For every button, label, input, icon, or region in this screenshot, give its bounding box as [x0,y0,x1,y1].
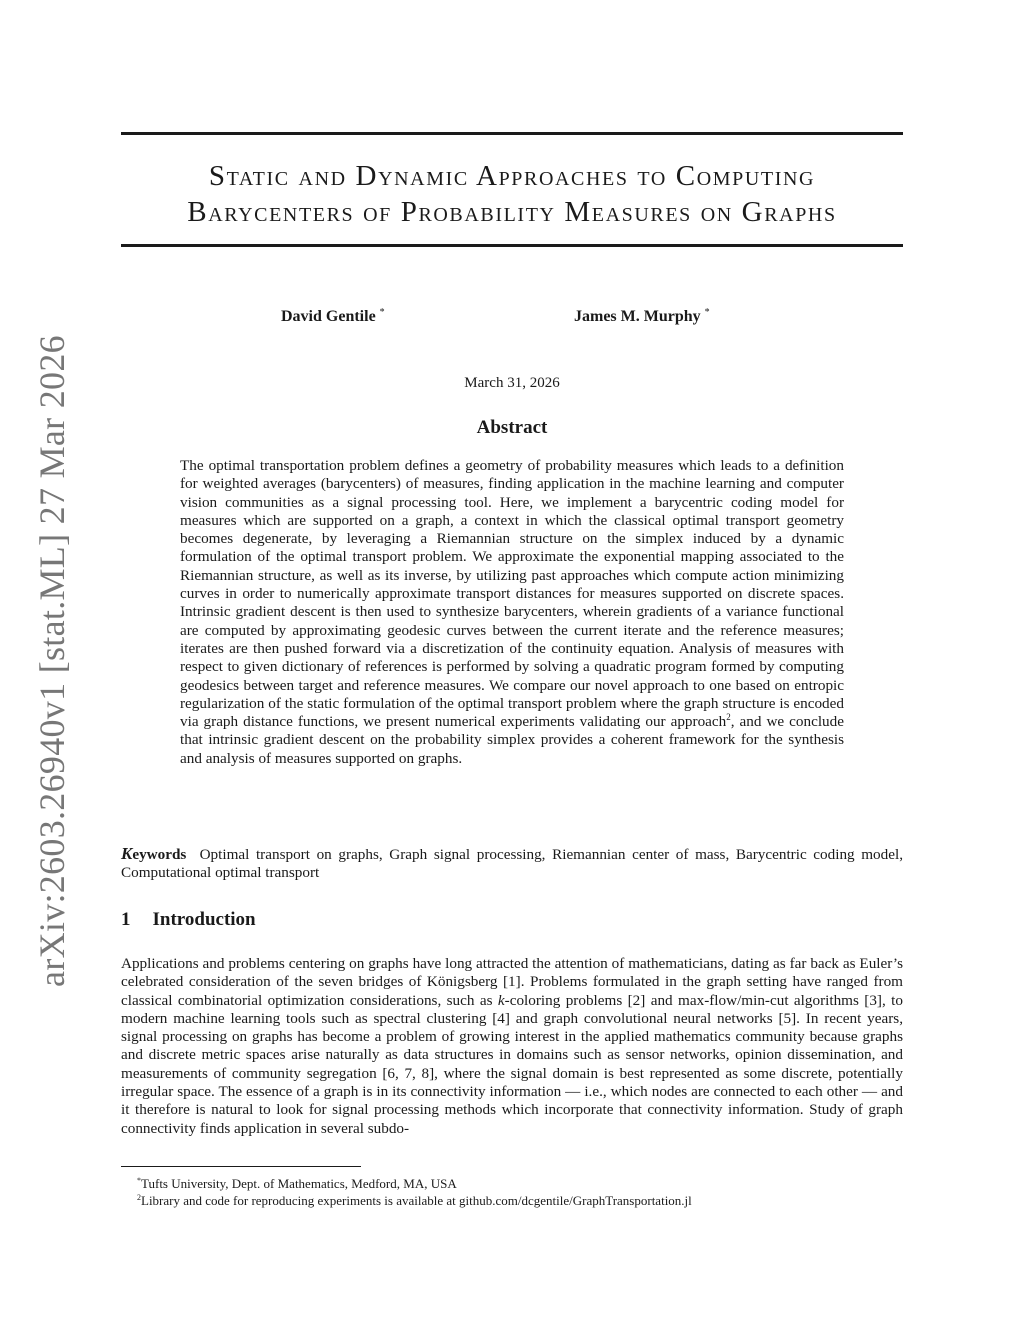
section-heading-introduction [121,909,256,931]
intro-text-part-2: -coloring problems [2] and max-flow/min-cut algorithms [3], to modern machine learning tools such as spectral clustering [4] and graph convolutional neural networks [5]. In recent years, signal processing on graphs has become a problem of growing interest in the applied mathematics community because graphs and discrete metric spaces arise naturally as data structures in domains such as sensor networks, opinion dissemination, and measurements of community segregation [6, 7, 8], where the signal domain is best represented as some discrete, potentially irregular space. The essence of a graph is in its connectivity information — i.e., which nodes are connected to each other — and it therefore is natural to look for signal processing methods which incorporate that connectivity information. Study of graph connectivity finds application in several subdo- [121,991,903,1137]
footnote-2-mark: 2 [137,1193,141,1202]
abstract-text-part-2: , and we conclude that intrinsic gradient descent on the probability simplex provides a coherent framework for the synthesis and analysis of measures supported on graphs. [180,713,844,767]
author-2-name: James M. Murphy [574,308,701,325]
title-line-1: Static and Dynamic Approaches to Computing [208,160,816,192]
footnote-divider [121,1166,361,1167]
abstract-text-part-1: The optimal transportation problem defines a geometry of probability measures which leads to a definition for weighted averages (barycenters) of measures, finding application in the machine learning and computer vision communities as a signal processing tool. Here, we implement a barycentric coding model for measures which are supported on a graph, a context in which the classical optimal transport geometry becomes degenerate, by leveraging a Riemannian structure on the simplex induced by a dynamic formulation of the optimal transport problem. We approximate the exponential mapping associated to the Riemannian structure, as well as its inverse, by utilizing past approaches which compute action minimizing curves in order to numerically approximate transport distances for measures supported on discrete spaces. Intrinsic gradient descent is then used to synthesize barycenters, wherein gradients of a variance functional are computed by approximating geodesic curves between the current iterate and the reference measures; iterates are then pushed forward via a discretization of the continuity equation. Analysis of measures with respect to given dictionary of references is performed by solving a quadratic program formed by computing geodesics between target and reference measures. We compare our novel approach to one based on entropic regularization of the static formulation of the optimal transport problem where the graph structure is encoded via graph distance functions, we present numerical experiments validating our approach [180,457,844,731]
footnote-code [121,1190,903,1209]
title-bottom-rule [121,244,903,247]
author-1 [281,307,385,326]
footnote-1-text: Tufts University, Dept. of Mathematics, Medford, MA, USA [141,1176,457,1191]
introduction-paragraph [121,955,903,1138]
abstract-footnote-mark: 2 [726,712,731,723]
title-line-2: Barycenters of Probability Measures on Graphs [187,196,837,228]
keywords-label [121,846,186,863]
footnote-2-text: Library and code for reproducing experiments is available at github.com/dcgentile/GraphTransportation.jl [141,1193,692,1208]
abstract-heading: Abstract [476,417,548,438]
title-top-rule [121,132,903,135]
keywords-label-rest: eywords [132,846,187,863]
intro-text-part-1: Applications and problems centering on graphs have long attracted the attention of mathematicians, dating as far back as Euler’s celebrated consideration of the seven bridges of Königsberg [1]. Problems formulated in the graph setting have ranged from classical combinatorial optimization considerations, such as [121,955,903,1009]
author-2-affiliation-mark: * [704,307,710,318]
author-1-name: David Gentile [281,308,376,325]
footnote-1-mark: * [137,1176,141,1185]
keywords [121,845,903,883]
section-title: Introduction [152,909,256,930]
keywords-list: Optimal transport on graphs, Graph signal processing, Riemannian center of mass, Barycentric coding model, Computational optimal transport [121,846,904,882]
intro-italic-k: k [497,991,505,1009]
author-1-affiliation-mark: * [379,307,385,318]
arxiv-identifier: arXiv:2603.26940v1 [stat.ML] 27 Mar 2026 [32,335,72,987]
abstract-text [180,457,844,768]
keywords-label-initial: K [121,844,133,863]
paper-date: March 31, 2026 [464,375,560,391]
section-number: 1 [121,909,131,930]
paper-title [121,158,903,230]
author-2 [574,307,710,326]
